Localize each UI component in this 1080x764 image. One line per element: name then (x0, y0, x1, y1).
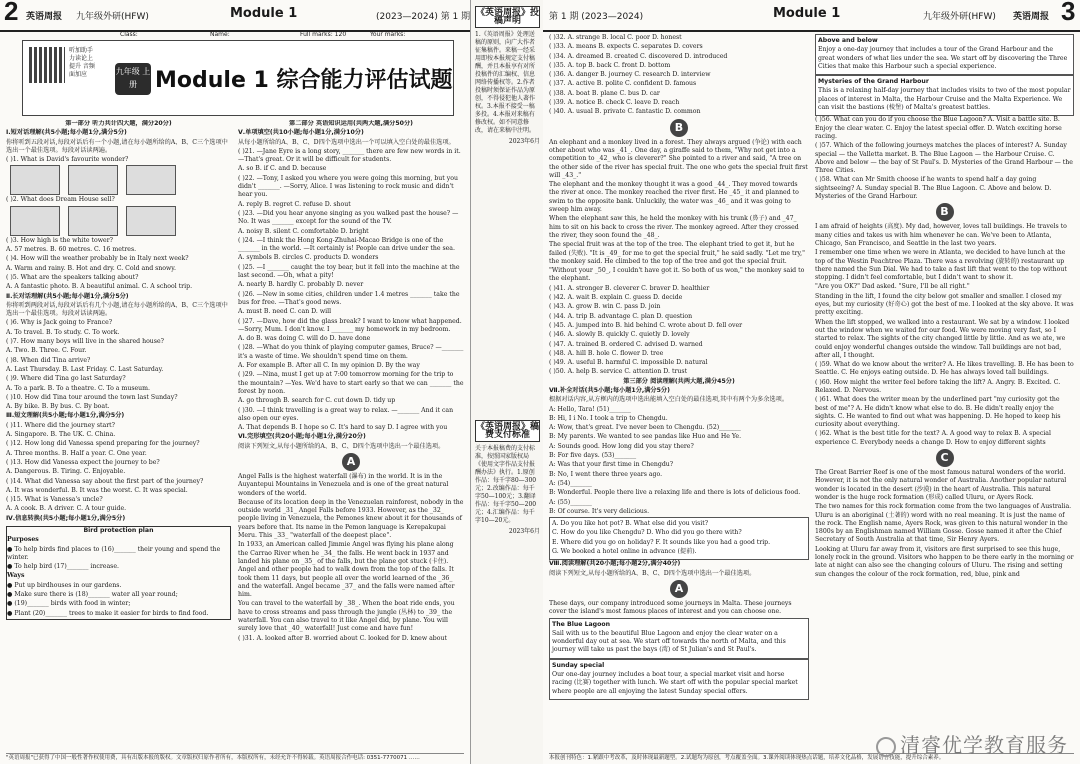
passage-text: When the lift stopped, we walked into a restaurant. We sat by a window. I looked out the window when we waited for our food. We were moving very fast, so I started to relax. The sights of the city changed little by little. And as we ate, we could enjoy wonderful changes outside the window. Tall buildings are not bad, after all, I thought. (815, 318, 1070, 359)
options: ( )49. A. useful B. harmful C. impossible D. natural (549, 359, 708, 367)
instructions: 你将听到两段对话,每段对话后有几个小题,请在每小题所给的A、B、C三个选项中选出一个最佳选项。每段对话读两遍。 (6, 301, 228, 318)
module-label: Module 1 (230, 6, 298, 21)
table-cell: ● Make sure there is (18)_______ water all year round; (7, 591, 178, 599)
options: ( )45. A. jumped into B. hid behind C. wrote about D. fell over (549, 321, 743, 329)
question: ( )3. How high is the white tower? (6, 236, 113, 244)
submission-notice (475, 6, 540, 146)
options: A. so B. if C. and D. because (238, 165, 327, 173)
passage-text: "Are you OK?" Dad asked. "Sure, I'll be all right." (815, 283, 970, 291)
knowledge-section (238, 120, 464, 740)
dialogue-line: A: Was that your first time in Chengdu? (549, 461, 674, 469)
question: ( )12. How long did Vanessa spend preparing for the journey? (6, 440, 200, 448)
question: ( )24. —I think the Hong Kong-Zhuhai-Macao Bridge is one of the _______ in the world. —It certainly is! People can drive under the sea. (238, 236, 455, 253)
wechat-icon (876, 737, 896, 757)
journey-box (815, 34, 1074, 75)
qr-caption: 听加助手 力读论上 提升 音频 面加应 (69, 47, 95, 78)
question: ( )30. —I think travelling is a great way to relax. —_______ And it can also open our eyes. (238, 406, 454, 422)
question: ( )26. —New in some cities, children under 1.4 metres _______ take the bus for free. —That's good news. (238, 290, 460, 306)
dialogue-line: A: (55)_______ (549, 498, 592, 506)
exam-banner (22, 40, 454, 116)
question: ( )21. —Jane Eyre is a long story, _______ there are few new words in it. —That's great. Or it will be difficult for students. (238, 147, 461, 164)
box-heading: Mysteries of the Grand Harbour (818, 78, 929, 86)
full-marks: Full marks: 120 (300, 31, 347, 38)
options: A. To travel. B. To study. C. To work. (6, 328, 120, 336)
question: ( )7. How many boys will live in the shared house? (6, 338, 164, 346)
subsection-heading: Ⅰ.短对话理解(共5小题;每小题1分,满分5分) (6, 129, 127, 137)
question: ( )10. How did Tina tour around the town last Sunday? (6, 393, 178, 401)
question: ( )28. —What do you think of playing computer games, Bruce? —_______ it's a waste of time. We shouldn't spend time on them. (238, 344, 464, 360)
box-text: Enjoy a one-day journey that includes a tour of the Grand Harbour and the great wonders of what lies under the sea. We start off by discovering the Three Cities that make this Harbour such a special experience. (818, 46, 1068, 70)
box-option: A. Do you like hot pot? B. What else did you visit? (552, 520, 709, 528)
watermark-text: 清睿优学教育服务 (900, 733, 1068, 757)
options: A. A cook. B. A driver. C. A tour guide. (6, 505, 127, 513)
box-option: C. How do you like Chengdu? D. Who did you go there with? (552, 529, 742, 537)
left-page (0, 0, 470, 764)
dialogue-line: A: Sounds good. How long did you stay there? (549, 442, 694, 450)
question: ( )59. What do we know about the writer? A. He likes travelling. B. He has been to Seattle. C. He enjoys eating outside. D. He has always loved tall buildings. (815, 361, 1074, 377)
notice-date: 2023年6月 (508, 528, 540, 535)
journey-box (549, 659, 809, 700)
options: ( )48. A. hill B. hole C. flower D. tree (549, 349, 664, 357)
right-page (543, 0, 1080, 764)
options: A. For example B. After all C. In my opinion D. By the way (238, 362, 420, 370)
options: A. 57 metres. B. 60 metres. C. 16 metres. (6, 246, 137, 254)
subsection-heading: Ⅴ.单项填空(共10小题;每小题1分,满分10分) (238, 129, 364, 137)
table-cell: ● To help birds find places to (16)_______ their young and spend the winter. (7, 545, 221, 561)
middle-strip (470, 0, 545, 764)
payment-notice (475, 420, 540, 536)
options: ( )47. A. trained B. ordered C. advised D. warned (549, 340, 703, 348)
bird-plan-table (6, 526, 231, 620)
question: ( )60. How might the writer feel before taking the lift? A. Angry. B. Excited. C. Relaxed. D. Nervous. (815, 378, 1061, 394)
reading-column-2 (815, 34, 1074, 739)
passage-text: An elephant and a monkey lived in a forest. They always argued (争论) with each other about who was _41_. One day, a giraffe said to them, "Why not get into a competition to _42_ who is cleverer?" She pointed to a river and said, "A tree on the other side of the river has special fruit. The one who gets the special fruit first will _43_." (549, 138, 808, 179)
right-footnote: 本报创刊特色：1.紧跟中考改革，及时体现最新题型。2.试题均为原创，考点覆盖全面。3.课外阅读体现热点话题，培养文化品格，发展语言技能，提升综合素养。 (549, 753, 1074, 762)
options: A. must B. need C. can D. will (238, 308, 332, 316)
table-title: Bird protection plan (83, 526, 154, 534)
box-text: Sail with us to the beautiful Blue Lagoon and enjoy the clear water on a wonderful day out at sea. We start off towards the north of Malta, and this journey will take us past the bays (湾) of St Julian's and St Paul's. (552, 629, 786, 654)
passage-text: I am afraid of heights (高度). My dad, however, loves tall buildings. He travels to many cities and takes us with him whenever he can. We've been to Atlanta, Chicago, San Francisco, and Seattle in the last two years. (815, 223, 1067, 247)
passage-text: The special fruit was at the top of the tree. The elephant tried to get it, but he failed (失败). "It is _49_ for me to get the special fruit," he said sadly. "Let me try," the monkey said. He climbed to the top of the tree and got the special fruit. (549, 241, 805, 265)
question: ( )6. Why is Jack going to France? (6, 319, 113, 327)
passage-text: The elephant and the monkey thought it was a good _44_. They moved towards the river at once. The monkey reached the river first. He _45_ it and planned to swim to the opposite bank. Unluckily, the water was _46_ and it was going to sweep him away. (549, 181, 799, 214)
option-picture (68, 165, 118, 195)
options: A. symbols B. circles C. products D. wonders (238, 254, 379, 262)
question: ( )1. What is David's favourite wonder? (6, 156, 129, 164)
table-row-label: Ways (7, 572, 25, 580)
options: ( )46. A. slowly B. quickly C. quietly D. lovely (549, 331, 690, 339)
passage-text: These days, our company introduced some journeys in Malta. These journeys cover the island's most famous places of interest and you can choose one. (549, 599, 792, 616)
dialogue-line: B: Hi, I i No. I took a trip to Chengdu. (549, 414, 668, 422)
options: A. go through B. search for C. cut down D. tidy up (238, 397, 396, 405)
options: ( )37. A. active B. polite C. confident D. famous (549, 80, 697, 88)
question: ( )4. How will the weather probably be in Italy next week? (6, 255, 189, 263)
journey-box (815, 75, 1074, 116)
table-cell: ● Plant (20)_______ trees to make it easier for birds to find food. (7, 609, 209, 617)
table-row-label: Purposes (7, 536, 39, 544)
dialogue-line: A: Hello, Tara! (51)_______ (549, 405, 631, 413)
right-header (543, 0, 1080, 32)
notice-title: 《英语周报》稿费支付标准 (476, 422, 540, 440)
dialogue-line: A: (54)_______ (549, 479, 592, 487)
options: A. Two. B. Three. C. Four. (6, 347, 87, 355)
box-text: This is a relaxing half-day journey that includes visits to two of the most popular places of interest in Malta, the Harbour Cruise and the Malta Experience. We can visit the bastions (棱堡) of Malta's greatest battles. (818, 87, 1071, 112)
watermark (876, 729, 1068, 758)
module-label: Module 1 (773, 6, 841, 21)
table-cell: ● Put up birdhouses in our gardens. (7, 581, 122, 589)
instructions: 阅读下列短文,从每小题所给的A、B、C、D四个选项中选出一个最佳选项。 (238, 442, 445, 450)
options: ( )32. A. strange B. local C. poor D. honest (549, 34, 682, 41)
dialogue-line: B: For five days. (53)_______ (549, 452, 637, 460)
table-cell: ● (19)_______ birds with food in winter; (7, 600, 131, 608)
options: ( )42. A. wait B. explain C. guess D. decide (549, 294, 683, 302)
dialogue-line: A: Wow, that's great. I've never been to Chengdu. (52)_______ (549, 424, 741, 432)
picture-options (6, 165, 231, 195)
passage-text: You can travel to the waterfall by _38_. When the boat ride ends, you have to cross streams and pass through the jungle (丛林) to _39_ the waterfall. You can also travel to it like Angel did, by plane. You will surely love that _40_ waterfall! Just come and have fun! (238, 600, 455, 633)
question: ( )61. What does the writer mean by the underlined part "my curiosity got the best of me"? A. He didn't know what else to do. B. He didn't really enjoy the sights. C. He wanted to find out what was happening. D. He hoped to keep his curiosity about everything. (815, 396, 1061, 429)
grade-label: 九年级外研(HFW) (76, 12, 149, 22)
options: ( )34. A. dreamed B. created C. discovered D. introduced (549, 52, 728, 60)
options: A. It was wonderful. B. It was the worst. C. It was special. (6, 486, 188, 494)
options: A. do B. was doing C. will do D. have done (238, 335, 371, 343)
notice-body: 关于本报稿费的支付标准，按照国家版权局《使用文字作品支付报酬办法》执行。1.原创作品：每千字80—300元；2.改编作品：每千字50—100元；3.翻译作品：每千字50—200元；4.汇编作品：每千字10—20元。 (475, 445, 537, 524)
score-field: Your marks: (370, 31, 406, 38)
options-box (549, 517, 809, 560)
qr-code-icon[interactable] (29, 47, 65, 83)
options: A. Three months. B. Half a year. C. One year. (6, 449, 147, 457)
name-field: Name: (210, 31, 230, 38)
passage-label: C (936, 449, 954, 467)
passage-label: A (670, 580, 688, 598)
section-heading: 第三部分 阅读理解(共两大题,满分45分) (623, 377, 735, 385)
section-heading: 第一部分 听力共计四大题，满分20分) (65, 120, 172, 127)
options: A. reply B. regret C. refuse D. shout (238, 200, 351, 208)
options: ( )43. A. grow B. win C. pass D. join (549, 303, 661, 311)
box-heading: Sunday special (552, 661, 605, 669)
options: A. By bike. B. By bus. C. By boat. (6, 403, 110, 411)
passage-label: B (936, 203, 954, 221)
passage-text: Looking at Uluru far away from it, visitors are first surprised to see this huge, lonely rock in the ground. Visitors who happen to be there early in the morning or late at night can also see the changing colours of Uluru. The rising and setting sun changes the colour of the rock formation, red, blue, pink and (815, 545, 1074, 578)
question: ( )58. What can Mr Smith choose if he wants to spend half a day going sightseeing? A. Sunday special B. The Blue Lagoon. C. Above and below. D. Mysteries of the Grand Harbour. (815, 176, 1052, 201)
listening-section (6, 120, 231, 730)
page-number: 3 (1061, 0, 1076, 26)
box-text: Our one-day journey includes a boat tour, a special market visit and horse racing (比赛) together with lunch. We start off with the popular special market where people are all enjoying the latest Sunday special offers. (552, 671, 798, 695)
issue-label: (2023—2024) 第 1 期 (376, 12, 470, 22)
options: ( )44. A. trip B. advantage C. plan D. question (549, 312, 693, 320)
left-footnote: "英语周报"已获得了中国一般性著作权使用费，具有出版本报的版权。文章版权归原作者所有，本版权所有，未经允许不得转载。英语周报合作电话: 0351-7770071 …… (6, 753, 464, 762)
question: ( )9. Where did Tina go last Saturday? (6, 375, 126, 383)
options: A. Warm and rainy. B. Hot and dry. C. Cold and snowy. (6, 264, 176, 272)
option-picture (10, 165, 60, 195)
question: ( )62. What is the best title for the text? A. A good way to relax B. A special experience C. Everybody needs a change D. How to enjoy different sights (815, 430, 1051, 446)
question: ( )5. What are the speakers talking about? (6, 273, 139, 281)
question: ( )11. Where did the journey start? (6, 421, 115, 429)
options: ( )35. A. top B. back C. front D. bottom (549, 61, 671, 69)
options: A. Dangerous. B. Tiring. C. Enjoyable. (6, 468, 126, 476)
grade-badge: 九年级 上册 (115, 63, 151, 95)
subsection-heading: Ⅳ.信息转换(共5小题;每小题1分,满分5分) (6, 514, 126, 522)
class-field: Class: (120, 31, 138, 38)
question: ( )13. How did Vanessa expect the journey to be? (6, 458, 160, 466)
passage-text: When the elephant saw this, he held the monkey with his trunk (鼻子) and _47_ him to sit on his back to cross the river. The monkey agreed. After they crossed the river, they soon found the _48_. (549, 215, 799, 239)
issue-label: 第 1 期 (2023—2024) (549, 12, 644, 22)
options: ( )31. A. looked after B. worried about C. looked for D. knew about (238, 634, 447, 642)
reading-column-1 (549, 34, 809, 739)
subsection-heading: Ⅵ.完形填空(共20小题;每小题1分,满分20分) (238, 433, 366, 441)
options: ( )38. A. boat B. plane C. bus D. car (549, 89, 660, 97)
passage-label: B (670, 119, 688, 137)
instructions: 阅读下列短文,从每小题所给的A、B、C、D四个选项中选出一个最佳选项。 (549, 569, 756, 577)
options: A. nearly B. hardly C. probably D. never (238, 281, 364, 289)
dialogue-line: B: No, I went there three years ago. (549, 470, 663, 478)
question: ( )14. What did Vanessa say about the first part of the journey? (6, 477, 204, 485)
dialogue-line: B: My parents. We wanted to see pandas like Huo and He Ye. (549, 433, 742, 441)
question: ( )23. —Did you hear anyone singing as you walked past the house? —No. It was _______ except for the sound of the TV. (238, 209, 459, 226)
options: A. Singapore. B. The UK. C. China. (6, 431, 116, 439)
options: ( )40. A. usual B. private C. fantastic D. common (549, 108, 701, 116)
box-option: E. Where did you go on holiday? F. It sounds like you had a good trip. (552, 538, 771, 546)
subsection-heading: Ⅱ.长对话理解(共5小题;每小题1分,满分5分) (6, 292, 129, 300)
passage-text: The Great Barrier Reef is one of the most famous natural wonders of the world. However, it is not the only natural wonder of Australia. Another popular natural wonder is located in the desert (沙漠) in the heart of Australia. This natural wonder is the huge rock formation (形成) called Uluru, or Ayers Rock. (815, 469, 1067, 501)
question: ( )2. What does Dream House sell? (6, 196, 115, 204)
passage-text: "Without your _50_, I couldn't have got it. So both of us won," the monkey said to the elephant. (549, 267, 805, 283)
options: ( )50. A. help B. service C. attention D. trust (549, 368, 688, 376)
option-picture (68, 206, 118, 236)
instructions: 根据对话内容,从方框内的选项中选出能填入空白处的最佳选项,其中有两个为多余选项。 (549, 396, 789, 404)
question: ( )57. Which of the following journeys matches the places of interest? A. Sunday special — the Valletta market. B. The Blue Lagoon — the Harbour Cruise. C. Above and below — the bay of St Paul's. D. Mysteries of the Grand Harbour — the Three Cities. (815, 142, 1073, 175)
question: ( )27. —Dave, how did the glass break? I want to know what happened. —Sorry, Mum. I don't know. I _______ my homework in my bedroom. (238, 317, 462, 333)
subsection-heading: Ⅶ.补全对话(共5小题;每小题1分,满分5分) (549, 386, 670, 394)
passage-text: In 1933, an American called Jimmie Angel was flying his plane along the Carrao River when he _34_ the falls. He went back in 1937 and landed his plane on _35_ of the falls, but the plane got stuck (卡住). Angel and other people had to walk down from the top of the falls. It took them 11 days, but people all over the world learned of the _36_ and the waterfall. Angel became _37_ and the falls were named after him. (238, 541, 455, 599)
section-heading: 第二部分 英语知识运用(共两大题,满分50分) (289, 120, 413, 127)
options: ( )33. A. means B. expects C. separates D. covers (549, 43, 703, 51)
passage-text: Because of its location deep in the Venezuelan rainforest, nobody in the outside world _31_ Angel Falls before 1933. However, as the _32_ people living in Venezuela, the Pemones knew about it for thousands of years before that. Its name in the Pemon language is Kerepakupai Meru. This _33_ "waterfall of the deepest place". (238, 498, 464, 540)
options: ( )41. A. stronger B. cleverer C. braver D. healthier (549, 284, 710, 292)
page-title: Module 1 综合能力评估试题 (155, 68, 453, 93)
question: ( )15. What is Vanessa's uncle? (6, 496, 103, 504)
options: A. Last Thursday. B. Last Friday. C. Last Saturday. (6, 365, 164, 373)
options: A. To a park. B. To a theatre. C. To a museum. (6, 384, 150, 392)
option-picture (126, 206, 176, 236)
table-cell: ● To help bird (17)_______ increase. (7, 563, 119, 571)
options: A. That depends B. I hope so C. It's hard to say D. I agree with you (238, 424, 448, 432)
dialogue-line: B: Of course. It's very delicious. (549, 507, 650, 515)
dialogue-line: B: Wonderful. People there live a relaxing life and there is lots of delicious food. (549, 489, 801, 497)
question: ( )8. When did Tina arrive? (6, 356, 91, 364)
question: ( )29. —Nina, must I get up at 7:00 tomorrow morning for the trip to the mountain? —Yes. We'd have to start early so that we can _______ the forest by noon. (238, 371, 464, 395)
options: A. A fantastic photo. B. A beautiful animal. C. A school trip. (6, 283, 193, 291)
subsection-heading: Ⅲ.短文理解(共5小题;每小题1分,满分5分) (6, 412, 125, 420)
question: ( )25. —I _______ caught the toy bear, but it fell into the machine at the last second. —Oh, what a pity! (238, 263, 460, 280)
box-heading: The Blue Lagoon (552, 620, 611, 628)
option-picture (10, 206, 60, 236)
option-picture (126, 165, 176, 195)
passage-text: Angel Falls is the highest waterfall (瀑布) in the world. It is in the Auyantepui Mountains in Venezuela and is one of the great natural wonders of the world. (238, 472, 449, 497)
paper-name: 英语周报 (1013, 12, 1050, 22)
left-header (0, 0, 470, 32)
options: A. noisy B. silent C. comfortable D. bright (238, 227, 369, 235)
passage-text: Standing in the lift, I found the city below got smaller and smaller. I closed my eyes, but my curiosity (好奇心) got the best of me. I looked at the sky above. It was pretty exciting. (815, 292, 1074, 317)
journey-box (549, 618, 809, 659)
box-option: G. We booked a hotel online in advance (提前). (552, 548, 697, 556)
picture-options (6, 206, 231, 236)
paper-name: 英语周报 (26, 12, 63, 22)
subsection-heading: Ⅷ.阅读理解(共20小题;每小题2分,满分40分) (549, 560, 681, 568)
passage-text: I remember one time when we were in Atlanta, we decided to have lunch at the top of the Westin Peachtree Plaza. There was a revolving (旋转的) restaurant up there named the Sun Dial. We had to take a fast lift that went to the top without stopping. I didn't feel comfortable, but I didn't want to show it. (815, 249, 1067, 282)
question: ( )56. What can you do if you choose the Blue Lagoon? A. Visit a battle site. B. Enjoy the clear water. C. Enjoy the latest special offer. D. Watch exciting horse racing. (815, 116, 1062, 140)
options: ( )36. A. danger B. journey C. research D. interview (549, 71, 711, 79)
notice-date: 2023年6月 (508, 138, 540, 145)
grade-label: 九年级外研(HFW) (923, 12, 996, 22)
instructions: 你将听到五段对话,每段对话后有一个小题,请在每小题所给的A、B、C三个选项中选出一个最佳选项。每段对话读两遍。 (6, 138, 228, 154)
notice-body: 1.《英语周报》处理送稿的原则，向广大作者征集稿件。来稿一经采用即按本报规定支付稿酬，并且本报享有对所投稿件的汇编权、信息网络传播权等。2.作者投稿时须保证作品为原创，不得侵犯他人著作权。3.本报不接受一稿多投。4.本报对来稿有修改权。如不同意修改，请在来稿中注明。 (475, 31, 536, 134)
page-number: 2 (4, 0, 19, 26)
options: ( )39. A. notice B. check C. leave D. reach (549, 99, 680, 107)
question: ( )22. —Tony, I asked you where you were going this morning, but you didn't _______. —Sorry, Alice. I was listening to rock music and didn't hear you. (238, 174, 458, 199)
passage-text: The two names for this rock formation come from the two languages of Australia. Uluru is an aboriginal (土著的) word with no real meaning. It is just the name of the rock. The English name, Ayers Rock, was given to this natural wonder in the 1800s by an Englishman named William Gosse. Gosse named it after the Chief Secretary of South Australia at that time, Sir Henry Ayers. (815, 503, 1072, 544)
box-heading: Above and below (818, 37, 878, 44)
passage-label: A (342, 453, 360, 471)
instructions: 从每小题所给的A、B、C、D四个选项中选出一个可以填入空白处的最佳选项。 (238, 138, 455, 146)
notice-title: 《英语周报》投稿声明 (476, 8, 540, 26)
